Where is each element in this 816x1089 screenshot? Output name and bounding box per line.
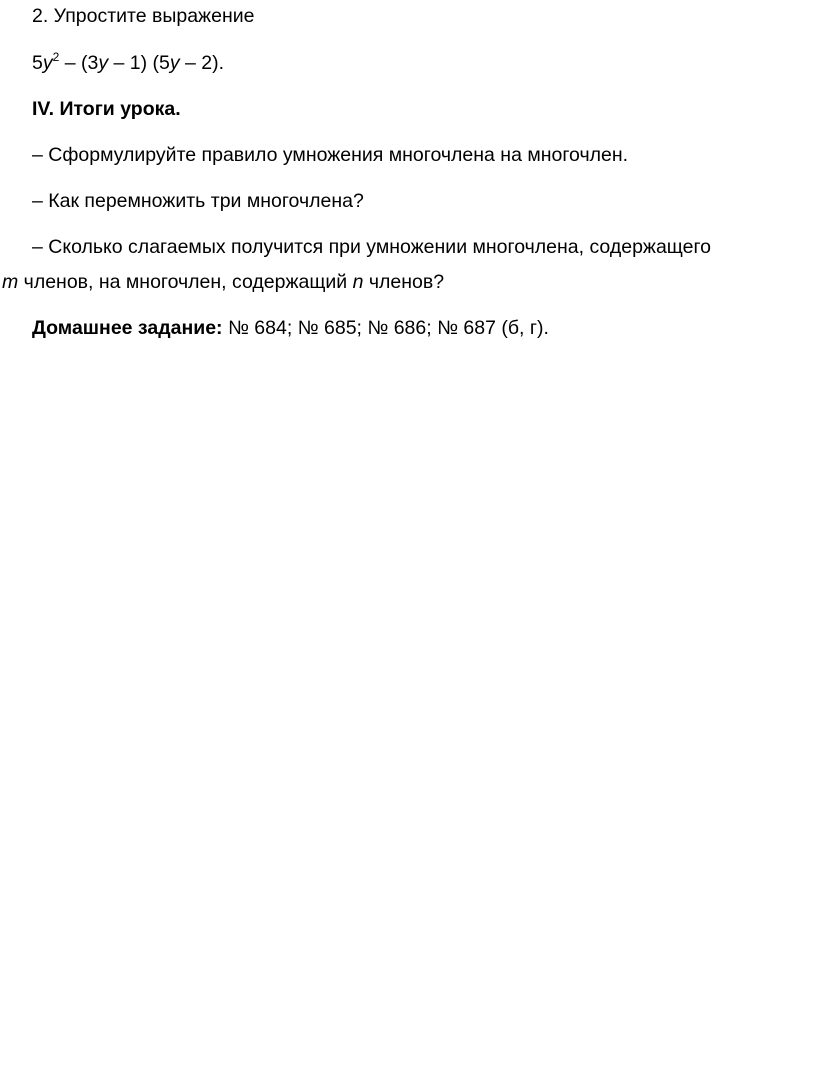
expr-part4: – 2). — [179, 52, 225, 74]
question-1: – Сформулируйте правило умножения многочлена на многочлен. — [32, 144, 629, 166]
var-n: n — [352, 271, 364, 293]
question-3-part-a: членов, на многочлен, содержащий — [18, 271, 353, 293]
expr-exponent: 2 — [52, 50, 60, 64]
question-3-part-b: членов? — [363, 271, 445, 293]
task-2-expression — [32, 47, 224, 79]
expr-var-y: y — [42, 52, 53, 74]
homework — [32, 312, 549, 344]
expr-var-y: y — [98, 52, 109, 74]
question-3-line-2 — [2, 266, 444, 298]
question-2: – Как перемножить три многочлена? — [32, 190, 364, 212]
var-m: m — [2, 271, 19, 293]
expr-var-y: y — [169, 52, 180, 74]
question-3-line-1: – Сколько слагаемых получится при умножении многочлена, содержащего — [32, 236, 711, 258]
expr-part2: – (3 — [59, 52, 99, 74]
expr-part3: – 1) (5 — [108, 52, 170, 74]
summary-heading: IV. Итоги урока. — [32, 98, 181, 120]
task-2-heading: 2. Упростите выражение — [32, 5, 255, 27]
expr-coef: 5 — [32, 52, 43, 74]
homework-label: Домашнее задание: — [32, 317, 223, 339]
homework-text: № 684; № 685; № 686; № 687 (б, г). — [222, 317, 549, 339]
